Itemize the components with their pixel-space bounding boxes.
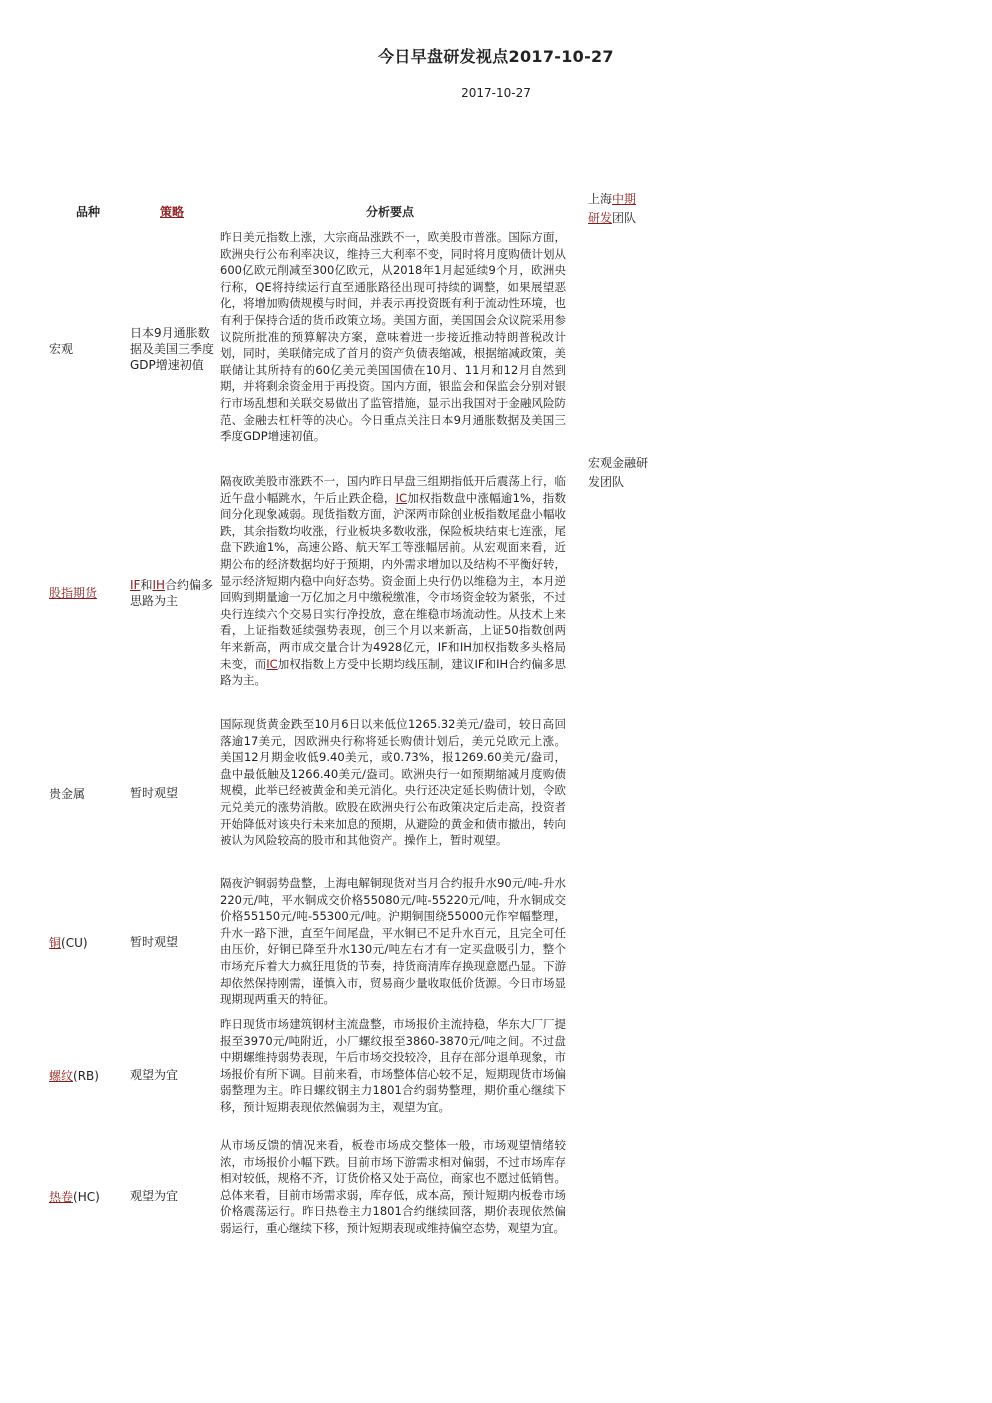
row-strategy: [130, 577, 220, 609]
strategy-link-ih[interactable]: IH: [152, 578, 166, 592]
strategy-text: 和: [140, 578, 153, 592]
team-header-suffix: 团队: [612, 211, 637, 225]
column-header-item: 品种: [76, 205, 101, 219]
row-strategy: 暂时观望: [130, 786, 179, 800]
page-title: 今日早盘研发视点2017-10-27: [378, 47, 614, 66]
row-strategy: 观望为宜: [130, 1189, 179, 1203]
row-analysis: 昨日现货市场建筑钢材主流盘整，市场报价主流持稳，华东大厂厂提报至3970元/吨附近，小厂螺纹报至3860-3870元/吨之间。不过盘中期螺维持弱势表现，午后市场交投较冷，且存在部分退单现象，市场报价有所下调。目前来看，市场整体信心较不足，短期现货市场偏弱整理为主。昨日螺纹钢主力1801合约弱势整理，期价重心继续下移，预计短期表现依然偏弱为主，观望为宜。: [220, 1017, 566, 1114]
item-code: (HC): [73, 1190, 100, 1204]
row-strategy: 观望为宜: [130, 1068, 179, 1082]
team-name: 宏观金融研发团队: [588, 456, 649, 489]
row-analysis: [220, 473, 566, 689]
item-code: (CU): [61, 936, 88, 950]
strategy-text: 合约偏多思路为主: [130, 578, 214, 608]
item-link-hot-coil[interactable]: 热卷: [49, 1190, 74, 1204]
row-analysis: 昨日美元指数上涨，大宗商品涨跌不一，欧美股市普涨。国际方面，欧洲央行公布利率决议，维持三大利率不变，同时将月度购债计划从600亿欧元削减至300亿欧元，从2018年1月起延续9个月，欧洲央行称，QE将持续运行直至通胀路径出现可持续的调整，如果展望恶化，将增加购债规模与时间，并表示再投资既有利于流动性环境，也有利于保持合适的货币政策立场。美国方面，美国国会众议院采用参议院所批准的预算解决方案，意味着进一步接近推动特朗普税改计划，同时，美联储完成了首月的资产负债表缩减，根据缩减政策，美联储让其所持有的60亿美元美国国债在10月、11月和12月自然到期，并将剩余资金用于再投资。国内方面，银监会和保监会分别对银行市场乱想和关联交易做出了监管措施，显示出我国对于金融风险防范、金融去杠杆等的决心。今日重点关注日本9月通胀数据及美国三季度GDP增速初值。: [220, 230, 566, 444]
analysis-text: 加权指数盘中涨幅逾1%，指数间分化现象减弱。现货指数方面，沪深两市除创业板指数尾盘小幅收跌，其余指数均收涨，行业板块多数收涨，保险板块结束七连涨，尾盘下跌逾1%，高速公路、航天军工等涨幅居前。从宏观面来看，近期公布的经济数据均好于预期，内外需求增加以及结构不平衡好转，显示经济短期内稳中向好态势。资金面上央行仍以维稳为主，本月逆回购到期量逾一万亿加之月中缴税缴准，令市场资金较为紧张，不过央行连续六个交易日实行净投放，意在维稳市场流动性。从技术上来看，上证指数延续强势表现，创三个月以来新高，上证50指数创两年来新高，两市成交量合计为4928亿元，IF和IH加权指数多头格局未变，而: [220, 490, 566, 671]
team-header-link-research[interactable]: 研发: [588, 211, 613, 225]
strategy-link-if[interactable]: IF: [130, 578, 141, 592]
team-header-prefix: 上海: [588, 192, 613, 206]
analysis-text: 隔夜欧美股市涨跌不一，国内昨日早盘三组期指低开后震荡上行，临近午盘小幅跳水，午后止跌企稳，: [220, 474, 566, 505]
item-code: (RB): [73, 1069, 99, 1083]
item-link-copper[interactable]: 铜: [49, 936, 62, 950]
analysis-link-ic[interactable]: IC: [266, 656, 278, 671]
row-item-macro: 宏观: [49, 342, 74, 356]
team-header-link-futures[interactable]: 中期: [612, 192, 637, 206]
team-header: [588, 190, 658, 228]
row-item-copper: [49, 934, 88, 951]
analysis-link-ic[interactable]: IC: [395, 490, 408, 505]
analysis-text: 加权指数上方受中长期均线压制，建议IF和IH合约偏多思路为主。: [220, 656, 566, 688]
row-item-index-futures-link[interactable]: 股指期货: [49, 586, 98, 600]
row-analysis: 从市场反馈的情况来看，板卷市场成交整体一般，市场观望情绪较浓，市场报价小幅下跌。目前市场下游需求相对偏弱，不过市场库存相对较低，规格不齐，订货价格又处于高位，商家也不愿过低销售。总体来看，目前市场需求弱，库存低，成本高，预计短期内板卷市场价格震荡运行。昨日热卷主力1801合约继续回落，期价表现依然偏弱运行，重心继续下移，预计短期表现或维持偏空态势，观望为宜。: [220, 1138, 566, 1235]
row-item-rebar: [49, 1067, 99, 1084]
row-strategy: 日本9月通胀数据及美国三季度GDP增速初值: [130, 326, 215, 372]
row-analysis: 隔夜沪铜弱势盘整，上海电解铜现货对当月合约报升水90元/吨-升水220元/吨，平水铜成交价格55080元/吨-55220元/吨，升水铜成交价格55150元/吨-55300元/吨。沪期铜围绕55000元作窄幅整理，升水一路下泄，直至午间尾盘，平水铜已不足升水百元，且完全可任由压价，好铜已降至升水130元/吨左右才有一定买盘吸引力，整个市场充斥着大力疯狂甩货的节奏，持货商清库存换现意愿凸显。下游却依然保持刚需，谨慎入市，贸易商少量收取低价货源。今日市场显现期现两重天的特征。: [220, 876, 566, 1007]
item-link-rebar[interactable]: 螺纹: [49, 1069, 74, 1083]
row-strategy: 暂时观望: [130, 935, 179, 949]
row-item-precious-metals: 贵金属: [49, 787, 86, 801]
row-analysis: 国际现货黄金跌至10月6日以来低位1265.32美元/盎司，较日高回落逾17美元，因欧洲央行称将延长购债计划后，美元兑欧元上涨。美国12月期金收低9.40美元，或0.73%，报1269.60美元/盎司，盘中最低触及1266.40美元/盎司。欧洲央行一如预期缩减月度购债规模，此举已经被黄金和美元消化。央行还决定延长购债计划，令欧元兑美元的涨势消散。欧股在欧洲央行公布政策决定后走高，投资者开始降低对该央行未来加息的预期，从避险的黄金和债市撤出，转向被认为风险较高的股市和其他资产。操作上，暂时观望。: [220, 717, 566, 848]
column-header-analysis: 分析要点: [366, 205, 415, 219]
column-header-strategy-link[interactable]: 策略: [160, 205, 185, 219]
row-item-hot-coil: [49, 1188, 100, 1205]
report-date: 2017-10-27: [461, 86, 531, 100]
